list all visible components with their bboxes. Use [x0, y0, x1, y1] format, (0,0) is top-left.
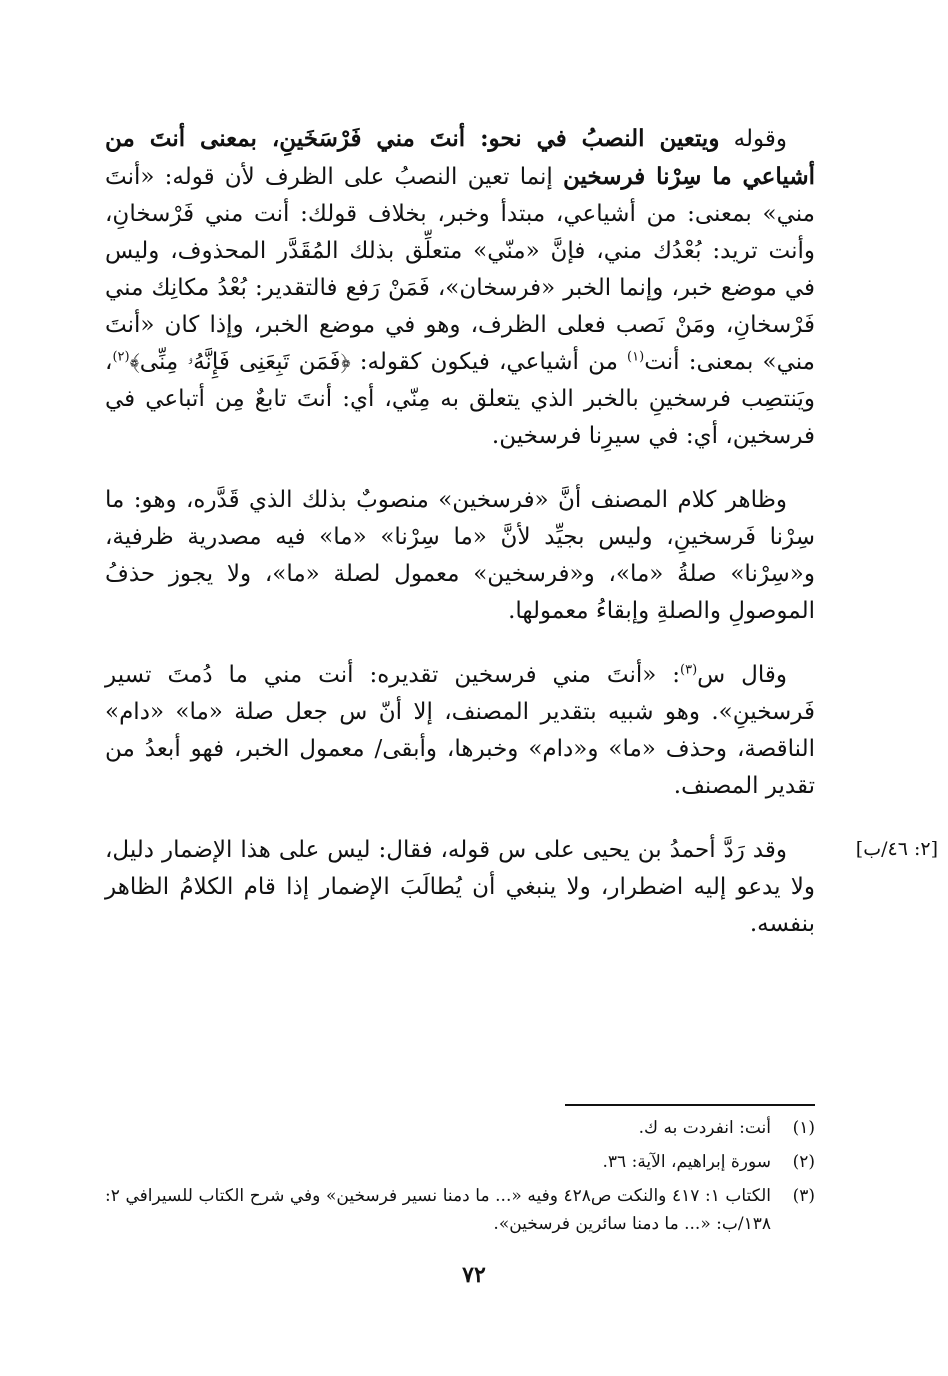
paragraph-1-text-a: إنما تعين النصبُ على الظرف لأن قوله: «أنتَ مني» بمعنى: من أشياعي، مبتدأ وخبر، بخلاف قولك: أنت مني فَرْسخانِ، وأنت تريد: بُعْدُك مني، فإنَّ «منّي» متعلِّق بذلك المُقَدَّر المحذوف، وليس في موضع خبر، وإنما الخبر «فرسخان»، فَمَنْ رَفع فالتقدير: بُعْدُ مكانِك مني فَرْسخانِ، ومَنْ نَصب فعلى الظرف، وهو في موضع الخبر، وإذا كان «أنتَ مني» بمعنى: أنت: [105, 164, 815, 375]
footnotes: [105, 1114, 815, 1244]
page-number: ٧٢: [462, 1262, 486, 1288]
paragraph-3-text: : «أنتَ مني فرسخين تقديره: أنت مني ما دُمتَ تسير فَرسخينِ». وهو شبيه بتقدير المصنف، إلا أنّ س جعل صلة «ما» «دام» الناقصة، وحذف «ما» و«دام» وخبرها، وأبقى/ معمول الخبر، فهو أبعدُ من تقدير المصنف.: [105, 662, 815, 799]
footnote-ref-1[interactable]: (١): [627, 349, 645, 365]
footnote-number: (١): [792, 1118, 815, 1138]
footnote-text: الكتاب ١: ٤١٧ والنكت ص٤٢٨ وفيه «... ما دمنا نسير فرسخين» وفي شرح الكتاب للسيرافي ٢: ١٣٨/ب: «... ما دمنا سائرين فرسخين».: [105, 1186, 772, 1234]
footnote-ref-3[interactable]: (٣): [680, 662, 698, 678]
footnote-number: (٢): [792, 1152, 815, 1172]
paragraph-4: [105, 832, 815, 943]
paragraph-1-text-c: ، ويَنتصِب فرسخينِ بالخبر الذي يتعلق به مِنّي، أي: أنتَ تابعٌ مِن أتباعي في فرسخين، أي: في سيرِنا فرسخين.: [105, 349, 815, 449]
footnote-ref-2[interactable]: (٢): [112, 349, 130, 365]
paragraph-2: [105, 482, 815, 630]
footnote-number: (٣): [792, 1186, 815, 1206]
paragraph-1: [105, 120, 815, 455]
manuscript-folio-note: [٢: ٤٦/ب]: [855, 838, 938, 860]
paragraph-1-text-b: من أشياعي، فيكون كقوله: ﴿فَمَن تَبِعَنِى فَإِنَّهُۥ مِنِّى﴾: [129, 349, 628, 375]
paragraph-1-bold-phrase: ويتعين النصبُ في نحو: أنتَ مني فَرْسَخَينِ، بمعنى أنتَ من أشياعي ما سِرْنا فرسخين: [105, 125, 816, 190]
footnote-item: [105, 1182, 815, 1238]
footnote-text: سورة إبراهيم، الآية: ٣٦.: [602, 1152, 771, 1172]
footnote-item: [105, 1114, 815, 1142]
footnote-item: [105, 1148, 815, 1176]
footnote-text: أنت: انفردت به ك.: [638, 1118, 771, 1138]
paragraph-3-lead: وقال س: [697, 662, 787, 688]
paragraph-4-text: وقد رَدَّ أحمدُ بن يحيى على س قوله، فقال: ليس على هذا الإضمار دليل، ولا يدعو إليه اضطرار، ولا ينبغي أن يُطالَبَ الإضمار إذا قام الكلامُ الظاهر بنفسه.: [105, 837, 815, 937]
page-body: [105, 120, 815, 970]
footnote-divider: [565, 1104, 815, 1106]
paragraph-2-text: وظاهر كلام المصنف أنَّ «فرسخين» منصوبٌ بذلك الذي قَدَّره، وهو: ما سِرْنا فَرسخينِ، وليس بجيِّد لأنَّ «ما سِرْنا» «ما» فيه مصدرية ظرفية، و«سِرْنا» صلةُ «ما»، و«فرسخين» معمول لصلة «ما»، ولا يجوز حذفُ الموصولِ والصلةِ وإبقاءُ معمولها.: [105, 487, 815, 624]
paragraph-1-lead: وقوله: [719, 126, 787, 152]
paragraph-3: [105, 657, 815, 805]
